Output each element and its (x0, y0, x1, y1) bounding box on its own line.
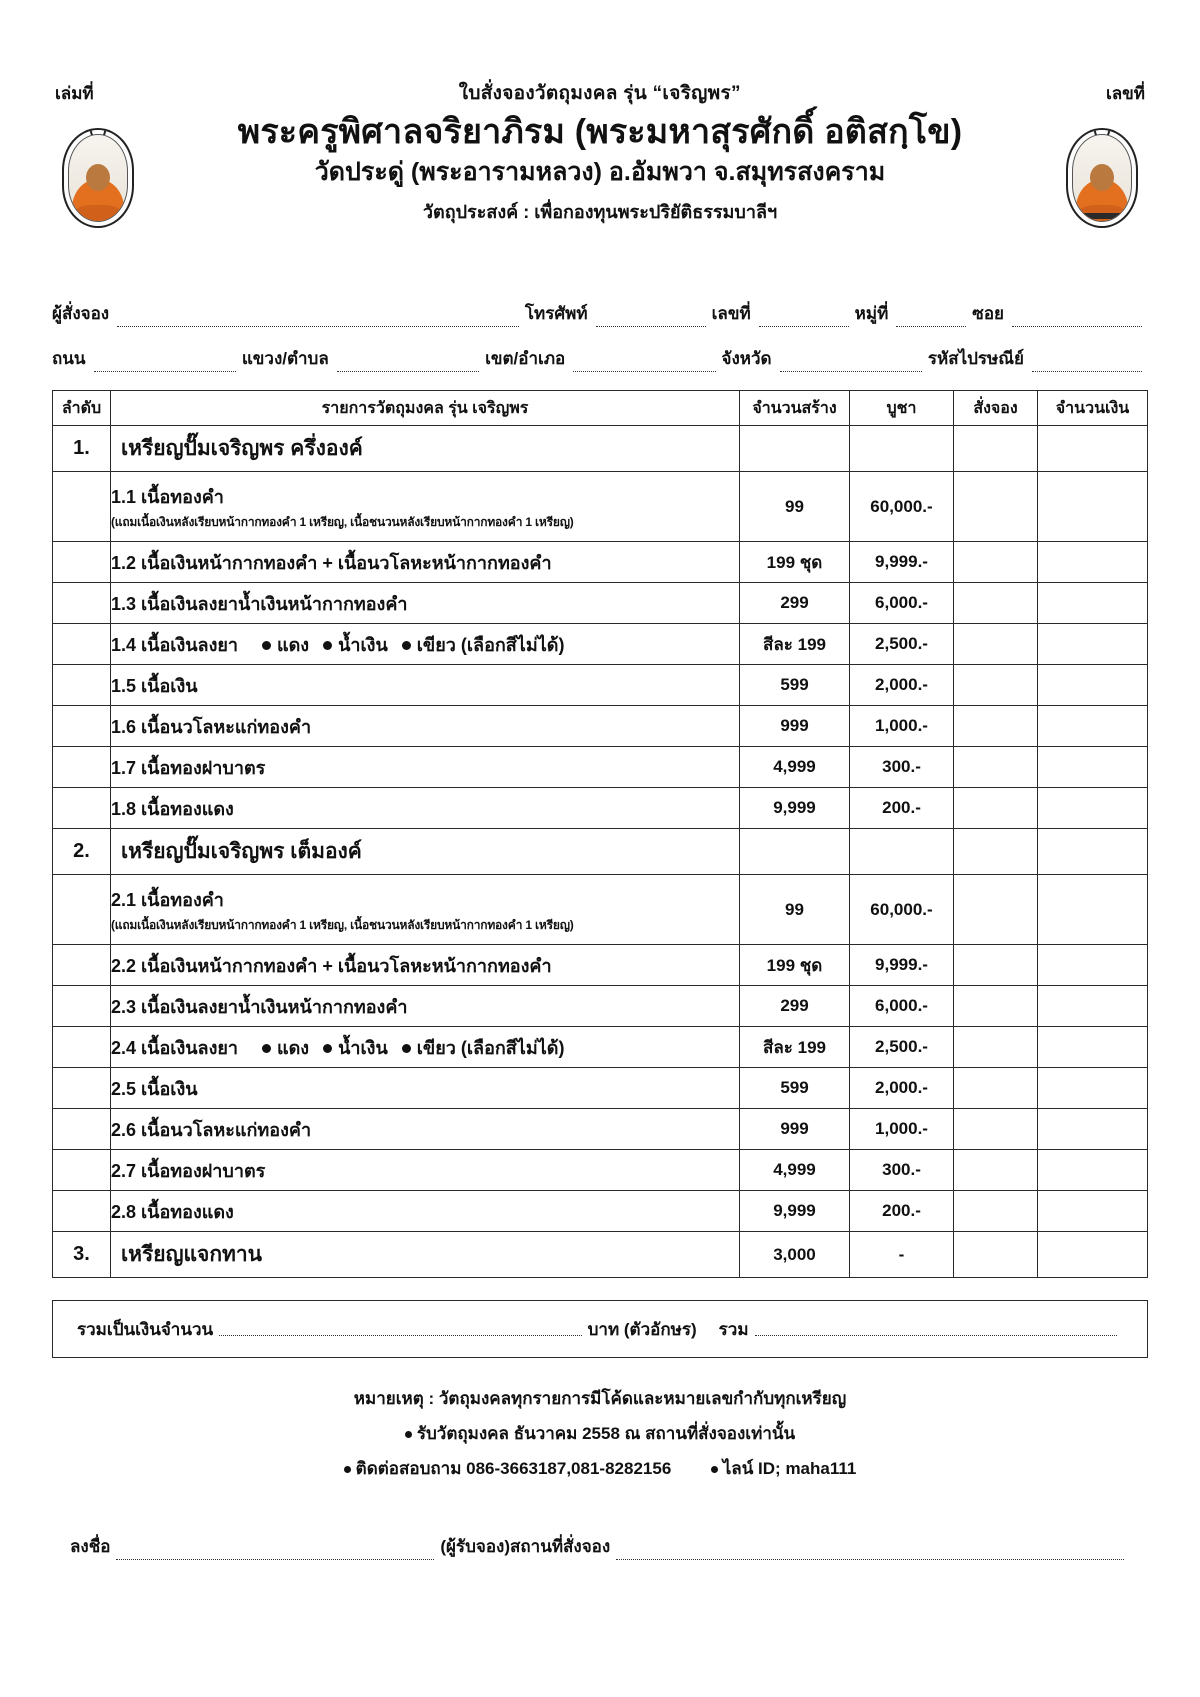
cell-amount-input[interactable] (1038, 1027, 1148, 1068)
cell-no (53, 665, 111, 706)
cell-description (111, 747, 740, 788)
cell-order-input[interactable] (954, 1232, 1038, 1278)
cell-amount-input[interactable] (1038, 1068, 1148, 1109)
item-sub-note: (แถมเนื้อเงินหลังเรียบหน้ากากทองคำ 1 เหรียญ, เนื้อชนวนหลังเรียบหน้ากากทองคำ 1 เหรียญ) (111, 514, 574, 529)
cell-description (111, 1109, 740, 1150)
cell-made-quantity: 999 (740, 706, 850, 747)
signature-row (0, 1533, 1200, 1560)
cell-order-input[interactable] (954, 788, 1038, 829)
cell-price: 2,000.- (850, 665, 954, 706)
cell-price: 9,999.- (850, 945, 954, 986)
monk-portrait-medallion-right (1066, 128, 1138, 228)
soi-input[interactable] (1012, 313, 1142, 327)
cell-made-quantity: 99 (740, 472, 850, 542)
cell-amount-input[interactable] (1038, 747, 1148, 788)
cell-no (53, 945, 111, 986)
total-label: รวมเป็นเงินจำนวน (77, 1319, 214, 1339)
cell-description (111, 1191, 740, 1232)
cell-made-quantity: 999 (740, 1109, 850, 1150)
cell-order-input[interactable] (954, 583, 1038, 624)
cell-no (53, 542, 111, 583)
color-note-label: (เลือกสีไม่ได้) (455, 634, 565, 655)
cell-description (111, 875, 740, 945)
item-label: 1.5 เนื้อเงิน (111, 675, 198, 696)
cell-amount-input[interactable] (1038, 706, 1148, 747)
cell-price (850, 829, 954, 875)
orderer-input[interactable] (117, 313, 519, 327)
table-row (53, 583, 1148, 624)
header-order: สั่งจอง (954, 391, 1038, 426)
color-bullet-icon[interactable] (262, 641, 271, 650)
postcode-input[interactable] (1032, 358, 1142, 372)
cell-amount-input[interactable] (1038, 986, 1148, 1027)
cell-no (53, 1109, 111, 1150)
note-line-1: หมายเหตุ : วัตถุมงคลทุกรายการมีโค้ดและหมายเลขกำกับทุกเหรียญ (353, 1389, 847, 1408)
bullet-dot-icon (711, 1466, 718, 1473)
cell-description (111, 706, 740, 747)
cell-order-input[interactable] (954, 945, 1038, 986)
item-label: 1.1 เนื้อทองคำ (111, 486, 224, 507)
cell-description (111, 1150, 740, 1191)
table-row-group (53, 829, 1148, 875)
cell-no (53, 583, 111, 624)
cell-amount-input[interactable] (1038, 875, 1148, 945)
color-option-label: น้ำเงิน (338, 634, 388, 655)
page-title: พระครูพิศาลจริยาภิรม (พระมหาสุรศักดิ์ อติสกฺโข) (237, 113, 963, 151)
color-bullet-icon[interactable] (402, 641, 411, 650)
cell-description (111, 986, 740, 1027)
signature-left (70, 1533, 510, 1560)
cell-order-input[interactable] (954, 1109, 1038, 1150)
medallion-inner-right (1072, 134, 1132, 222)
cell-description (111, 1232, 740, 1278)
total-amount-input[interactable] (219, 1322, 581, 1336)
table-row (53, 1191, 1148, 1232)
notes-block (0, 1382, 1200, 1487)
total-row (52, 1300, 1148, 1358)
cell-price: 2,000.- (850, 1068, 954, 1109)
order-place-label: สถานที่สั่งจอง (510, 1536, 611, 1556)
item-label: 2.6 เนื้อนวโลหะแก่ทองคำ (111, 1119, 312, 1140)
cell-description (111, 583, 740, 624)
sign-label: ลงชื่อ (70, 1536, 111, 1556)
house-no-label: เลขที่ (711, 304, 751, 323)
purpose-text: วัตถุประสงค์ : เพื่อกองทุนพระปริยัติธรรมบาลีฯ (422, 201, 778, 222)
cell-no (53, 747, 111, 788)
cell-made-quantity: 99 (740, 875, 850, 945)
cell-order-input[interactable] (954, 472, 1038, 542)
cell-made-quantity (740, 829, 850, 875)
color-bullet-icon[interactable] (323, 641, 332, 650)
item-label: 2.3 เนื้อเงินลงยาน้ำเงินหน้ากากทองคำ (111, 996, 408, 1017)
medallion-base-shape (1080, 213, 1124, 219)
subdistrict-label: แขวง/ตำบล (241, 349, 329, 368)
document-header (0, 0, 1200, 300)
soi-label: ซอย (972, 304, 1004, 323)
cell-made-quantity: 599 (740, 1068, 850, 1109)
item-label: 2.2 เนื้อเงินหน้ากากทองคำ + เนื้อนวโลหะหน้ากากทองคำ (111, 955, 552, 976)
table-row (53, 1068, 1148, 1109)
cell-price: 60,000.- (850, 875, 954, 945)
table-row (53, 788, 1148, 829)
district-input[interactable] (573, 358, 715, 372)
cell-price: 300.- (850, 747, 954, 788)
cell-made-quantity: 599 (740, 665, 850, 706)
cell-made-quantity: 9,999 (740, 1191, 850, 1232)
cell-description (111, 665, 740, 706)
header-price: บูชา (850, 391, 954, 426)
receiver-label: (ผู้รับจอง) (440, 1536, 510, 1556)
table-row-group (53, 426, 1148, 472)
table-row (53, 986, 1148, 1027)
cell-amount-input[interactable] (1038, 542, 1148, 583)
volume-label: เล่มที่ (55, 84, 94, 103)
cell-made-quantity: 299 (740, 986, 850, 1027)
cell-price: 6,000.- (850, 583, 954, 624)
cell-price: 2,500.- (850, 1027, 954, 1068)
house-no-input[interactable] (759, 313, 849, 327)
table-row (53, 1150, 1148, 1191)
province-input[interactable] (780, 358, 922, 372)
cell-order-input[interactable] (954, 875, 1038, 945)
cell-no (53, 706, 111, 747)
cell-description (111, 1068, 740, 1109)
cell-made-quantity: สีละ 199 (740, 1027, 850, 1068)
cell-description (111, 788, 740, 829)
header-no: ลำดับ (53, 391, 111, 426)
cell-made-quantity (740, 426, 850, 472)
cell-made-quantity: สีละ 199 (740, 624, 850, 665)
cell-description (111, 426, 740, 472)
color-note-label: (เลือกสีไม่ได้) (455, 1037, 565, 1058)
cell-amount-input[interactable] (1038, 583, 1148, 624)
item-label: 1.8 เนื้อทองแดง (111, 798, 234, 819)
table-row (53, 665, 1148, 706)
cell-made-quantity: 199 ชุด (740, 542, 850, 583)
cell-no (53, 875, 111, 945)
phone-input[interactable] (596, 313, 706, 327)
cell-price: 1,000.- (850, 706, 954, 747)
postcode-label: รหัสไปรษณีย์ (927, 349, 1024, 368)
cell-price: 60,000.- (850, 472, 954, 542)
color-option-label: เขียว (416, 634, 456, 655)
monk-shoulder-shape (75, 205, 121, 221)
color-option-label: แดง (277, 1037, 310, 1058)
cell-no (53, 1068, 111, 1109)
cell-description: 1.4 เนื้อเงินลงยา แดง น้ำเงิน เขียว (เลือกสีไม่ได้) (111, 624, 740, 665)
cell-order-input[interactable] (954, 829, 1038, 875)
medallion-inner-left (68, 134, 128, 222)
table-row (53, 747, 1148, 788)
cell-amount-input[interactable] (1038, 1150, 1148, 1191)
province-label: จังหวัด (721, 349, 772, 368)
item-label: 2.7 เนื้อทองฝาบาตร (111, 1160, 266, 1181)
cell-order-input[interactable] (954, 706, 1038, 747)
cell-no (53, 986, 111, 1027)
item-label: เหรียญแจกทาน (121, 1243, 263, 1266)
cell-price: 300.- (850, 1150, 954, 1191)
order-table-body (53, 426, 1148, 1278)
table-row (53, 542, 1148, 583)
document-type-title: ใบสั่งจองวัตถุมงคล รุ่น “เจริญพร” (458, 83, 741, 104)
cell-no: 2. (53, 829, 111, 875)
road-label: ถนน (52, 349, 86, 368)
color-option-label: เขียว (416, 1037, 456, 1058)
address-row-1 (52, 300, 1148, 327)
cell-price: 6,000.- (850, 986, 954, 1027)
signature-input[interactable] (116, 1546, 434, 1560)
cell-description (111, 472, 740, 542)
cell-made-quantity: 4,999 (740, 1150, 850, 1191)
cell-no: 3. (53, 1232, 111, 1278)
table-row (53, 945, 1148, 986)
table-row (53, 1027, 1148, 1068)
table-row (53, 624, 1148, 665)
cell-made-quantity: 199 ชุด (740, 945, 850, 986)
item-label: 2.1 เนื้อทองคำ (111, 889, 224, 910)
item-label: 1.2 เนื้อเงินหน้ากากทองคำ + เนื้อนวโลหะหน้ากากทองคำ (111, 552, 552, 573)
cell-no (53, 788, 111, 829)
cell-order-input[interactable] (954, 624, 1038, 665)
cell-order-input[interactable] (954, 1191, 1038, 1232)
bullet-dot-icon (405, 1431, 412, 1438)
table-row (53, 706, 1148, 747)
cell-price: 200.- (850, 1191, 954, 1232)
address-fields (0, 300, 1200, 372)
cell-amount-input[interactable] (1038, 1191, 1148, 1232)
cell-price: 1,000.- (850, 1109, 954, 1150)
cell-order-input[interactable] (954, 1150, 1038, 1191)
cell-order-input[interactable] (954, 1068, 1038, 1109)
cell-made-quantity: 4,999 (740, 747, 850, 788)
moo-label: หมู่ที่ (854, 304, 889, 323)
total-sum-label: รวม (718, 1319, 749, 1339)
cell-description: 2.4 เนื้อเงินลงยา แดง น้ำเงิน เขียว (เลือกสีไม่ได้) (111, 1027, 740, 1068)
cell-order-input[interactable] (954, 747, 1038, 788)
document-number-label: เลขที่ (1105, 84, 1145, 103)
cell-description (111, 945, 740, 986)
order-place-input[interactable] (616, 1546, 1124, 1560)
cell-made-quantity: 3,000 (740, 1232, 850, 1278)
color-bullet-icon[interactable] (262, 1044, 271, 1053)
note-line-2: รับวัตถุมงคล ธันวาคม 2558 ณ สถานที่สั่งจองเท่านั้น (416, 1423, 796, 1443)
signature-right (510, 1533, 1130, 1560)
item-label: 1.3 เนื้อเงินลงยาน้ำเงินหน้ากากทองคำ (111, 593, 408, 614)
cell-description (111, 829, 740, 875)
cell-price: - (850, 1232, 954, 1278)
color-bullet-icon[interactable] (402, 1044, 411, 1053)
cell-amount-input[interactable] (1038, 945, 1148, 986)
cell-price: 9,999.- (850, 542, 954, 583)
address-row-2 (52, 345, 1148, 372)
color-bullet-icon[interactable] (323, 1044, 332, 1053)
monk-head-shape (86, 164, 110, 191)
note-line-3-wrap (0, 1452, 1200, 1487)
cell-amount-input[interactable] (1038, 1232, 1148, 1278)
header-top-line (55, 78, 1145, 108)
table-row-group (53, 1232, 1148, 1278)
cell-made-quantity: 299 (740, 583, 850, 624)
total-sum-input[interactable] (755, 1322, 1117, 1336)
subdistrict-input[interactable] (337, 358, 479, 372)
cell-order-input[interactable] (954, 426, 1038, 472)
moo-input[interactable] (896, 313, 966, 327)
cell-price: 200.- (850, 788, 954, 829)
header-amount: จำนวนเงิน (1038, 391, 1148, 426)
color-option-label: น้ำเงิน (338, 1037, 388, 1058)
temple-subtitle: วัดประดู่ (พระอารามหลวง) อ.อัมพวา จ.สมุทรสงคราม (314, 158, 886, 187)
orderer-label: ผู้สั่งจอง (52, 304, 110, 323)
item-label: 2.5 เนื้อเงิน (111, 1078, 198, 1099)
phone-label: โทรศัพท์ (524, 304, 588, 323)
note-contact-phone: ติดต่อสอบถาม 086-3663187,081-8282156 (355, 1458, 672, 1478)
cell-price (850, 426, 954, 472)
district-label: เขต/อำเภอ (485, 349, 566, 368)
cell-amount-input[interactable] (1038, 624, 1148, 665)
cell-order-input[interactable] (954, 542, 1038, 583)
note-contact-line-id: ไลน์ ID; maha111 (722, 1458, 857, 1478)
cell-no (53, 1150, 111, 1191)
monk-head-shape (1090, 164, 1114, 191)
item-label: 1.7 เนื้อทองฝาบาตร (111, 757, 266, 778)
cell-no (53, 1027, 111, 1068)
cell-price: 2,500.- (850, 624, 954, 665)
cell-amount-input[interactable] (1038, 665, 1148, 706)
cell-amount-input[interactable] (1038, 829, 1148, 875)
note-line-2-wrap (0, 1417, 1200, 1452)
cell-order-input[interactable] (954, 986, 1038, 1027)
table-header-row (53, 391, 1148, 426)
cell-made-quantity: 9,999 (740, 788, 850, 829)
cell-no (53, 1191, 111, 1232)
order-table-wrapper (0, 390, 1200, 1278)
cell-description (111, 542, 740, 583)
cell-no (53, 624, 111, 665)
road-input[interactable] (94, 358, 236, 372)
bullet-dot-icon (344, 1466, 351, 1473)
header-made: จำนวนสร้าง (740, 391, 850, 426)
cell-no (53, 472, 111, 542)
cell-order-input[interactable] (954, 1027, 1038, 1068)
total-baht-label: บาท (ตัวอักษร) (587, 1319, 697, 1339)
item-label: 2.8 เนื้อทองแดง (111, 1201, 234, 1222)
cell-amount-input[interactable] (1038, 472, 1148, 542)
cell-no: 1. (53, 426, 111, 472)
cell-amount-input[interactable] (1038, 426, 1148, 472)
item-label: เหรียญปั๊มเจริญพร เต็มองค์ (121, 840, 362, 863)
item-sub-note: (แถมเนื้อเงินหลังเรียบหน้ากากทองคำ 1 เหรียญ, เนื้อชนวนหลังเรียบหน้ากากทองคำ 1 เหรียญ) (111, 917, 574, 932)
header-center-block (55, 112, 1145, 226)
table-row (53, 472, 1148, 542)
item-label: 1.6 เนื้อนวโลหะแก่ทองคำ (111, 716, 312, 737)
item-label: เหรียญปั๊มเจริญพร ครึ่งองค์ (121, 437, 363, 460)
table-row (53, 1109, 1148, 1150)
cell-order-input[interactable] (954, 665, 1038, 706)
cell-amount-input[interactable] (1038, 788, 1148, 829)
table-row (53, 875, 1148, 945)
color-option-label: แดง (277, 634, 310, 655)
monk-portrait-medallion-left (62, 128, 134, 228)
header-description: รายการวัตถุมงคล รุ่น เจริญพร (111, 391, 740, 426)
cell-amount-input[interactable] (1038, 1109, 1148, 1150)
order-table (52, 390, 1148, 1278)
